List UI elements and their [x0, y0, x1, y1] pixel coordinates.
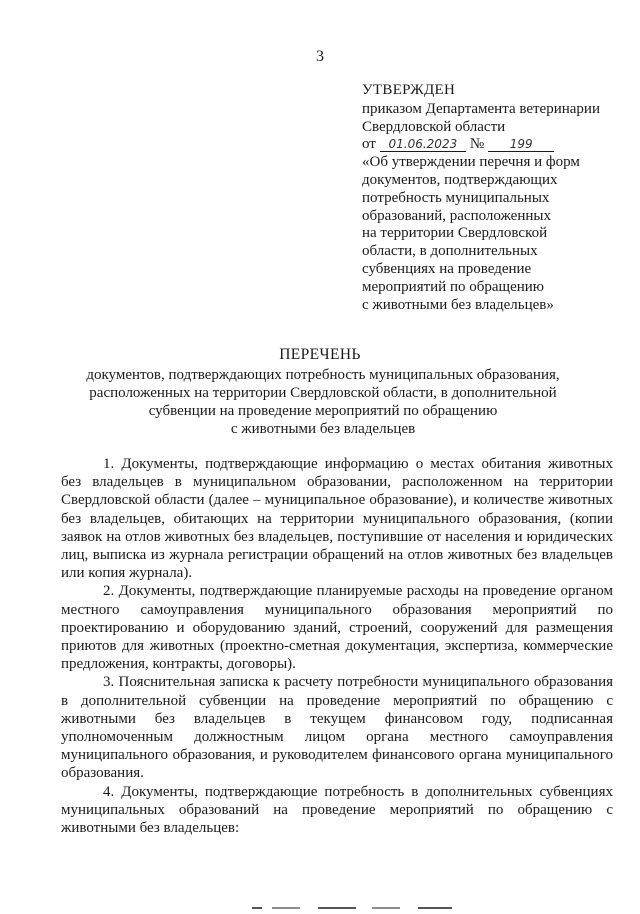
- approval-block: [362, 82, 632, 314]
- approval-order-title-line: потребность муниципальных: [362, 189, 550, 206]
- approval-order-title-line: области, в дополнительных: [362, 243, 538, 260]
- list-subtitle: [80, 366, 566, 438]
- approval-region-line: Свердловской области: [362, 118, 506, 135]
- approval-order-title-line: «Об утверждении перечня и форм: [362, 154, 580, 171]
- approval-order-title-line: субвенциях на проведение: [362, 260, 532, 277]
- scan-artifact-marks: [0, 904, 640, 912]
- approval-date-line: [362, 136, 632, 154]
- handwritten-date: 01.06.2023: [380, 137, 466, 152]
- approval-order-title-line: документов, подтверждающих: [362, 171, 558, 188]
- list-title: ПЕРЕЧЕНЬ: [279, 346, 361, 363]
- handwritten-number: 199: [488, 137, 554, 152]
- approval-order-title-line: на территории Свердловской: [362, 225, 548, 242]
- paragraph-item-4: 4. Документы, подтверждающие потребность в дополнительных субвенциях муниципальных образований на проведение мероприятий по обращению с животными без владельцев:: [61, 783, 613, 837]
- approval-order-line: приказом Департамента ветеринарии: [362, 100, 600, 117]
- number-prefix: №: [469, 136, 485, 153]
- approval-title: УТВЕРЖДЕН: [362, 82, 456, 98]
- list-subtitle-line: с животными без владельцев: [230, 421, 416, 437]
- list-subtitle-line: документов, подтверждающих потребность муниципальных образования,: [86, 367, 560, 383]
- approval-order-title-line: образований, расположенных: [362, 207, 551, 224]
- document-body: [61, 455, 613, 837]
- date-prefix: от: [362, 136, 376, 153]
- approval-order-title-line: мероприятий по обращению: [362, 278, 544, 295]
- list-subtitle-line: расположенных на территории Свердловской области, в дополнительной: [89, 385, 557, 401]
- list-subtitle-line: субвенции на проведение мероприятий по обращению: [148, 403, 498, 419]
- approval-order-title-line: с животными без владельцев»: [362, 296, 554, 313]
- paragraph-item-1: 1. Документы, подтверждающие информацию о местах обитания животных без владельцев в муниципальном образовании, расположенном на территории Свердловской области (далее – муниципальное образование), и количестве животных без владельцев, обитающих на территории муниципального образования, (копии заявок на отлов животных без владельцев, поступившие от населения и юридических лиц, выписка из журнала регистрации обращений на отлов животных без владельцев или копия журнала).: [61, 456, 613, 582]
- paragraph-item-3: 3. Пояснительная записка к расчету потребности муниципального образования в дополнительной субвенции на проведение мероприятий по обращению с животными без владельцев в текущем финансовом году, подписанная уполномоченным должностным лицом органа местного самоуправления муниципального образования, и руководителем финансового органа муниципального образования.: [61, 674, 613, 782]
- page-number: 3: [316, 48, 324, 65]
- paragraph-item-2: 2. Документы, подтверждающие планируемые расходы на проведение органом местного самоуправления муниципального образования мероприятий по проектированию и оборудованию зданий, строений, сооружений для размещения приютов для животных (проектно-сметная документация, экспертиза, коммерческие предложения, контракты, договоры).: [61, 583, 613, 673]
